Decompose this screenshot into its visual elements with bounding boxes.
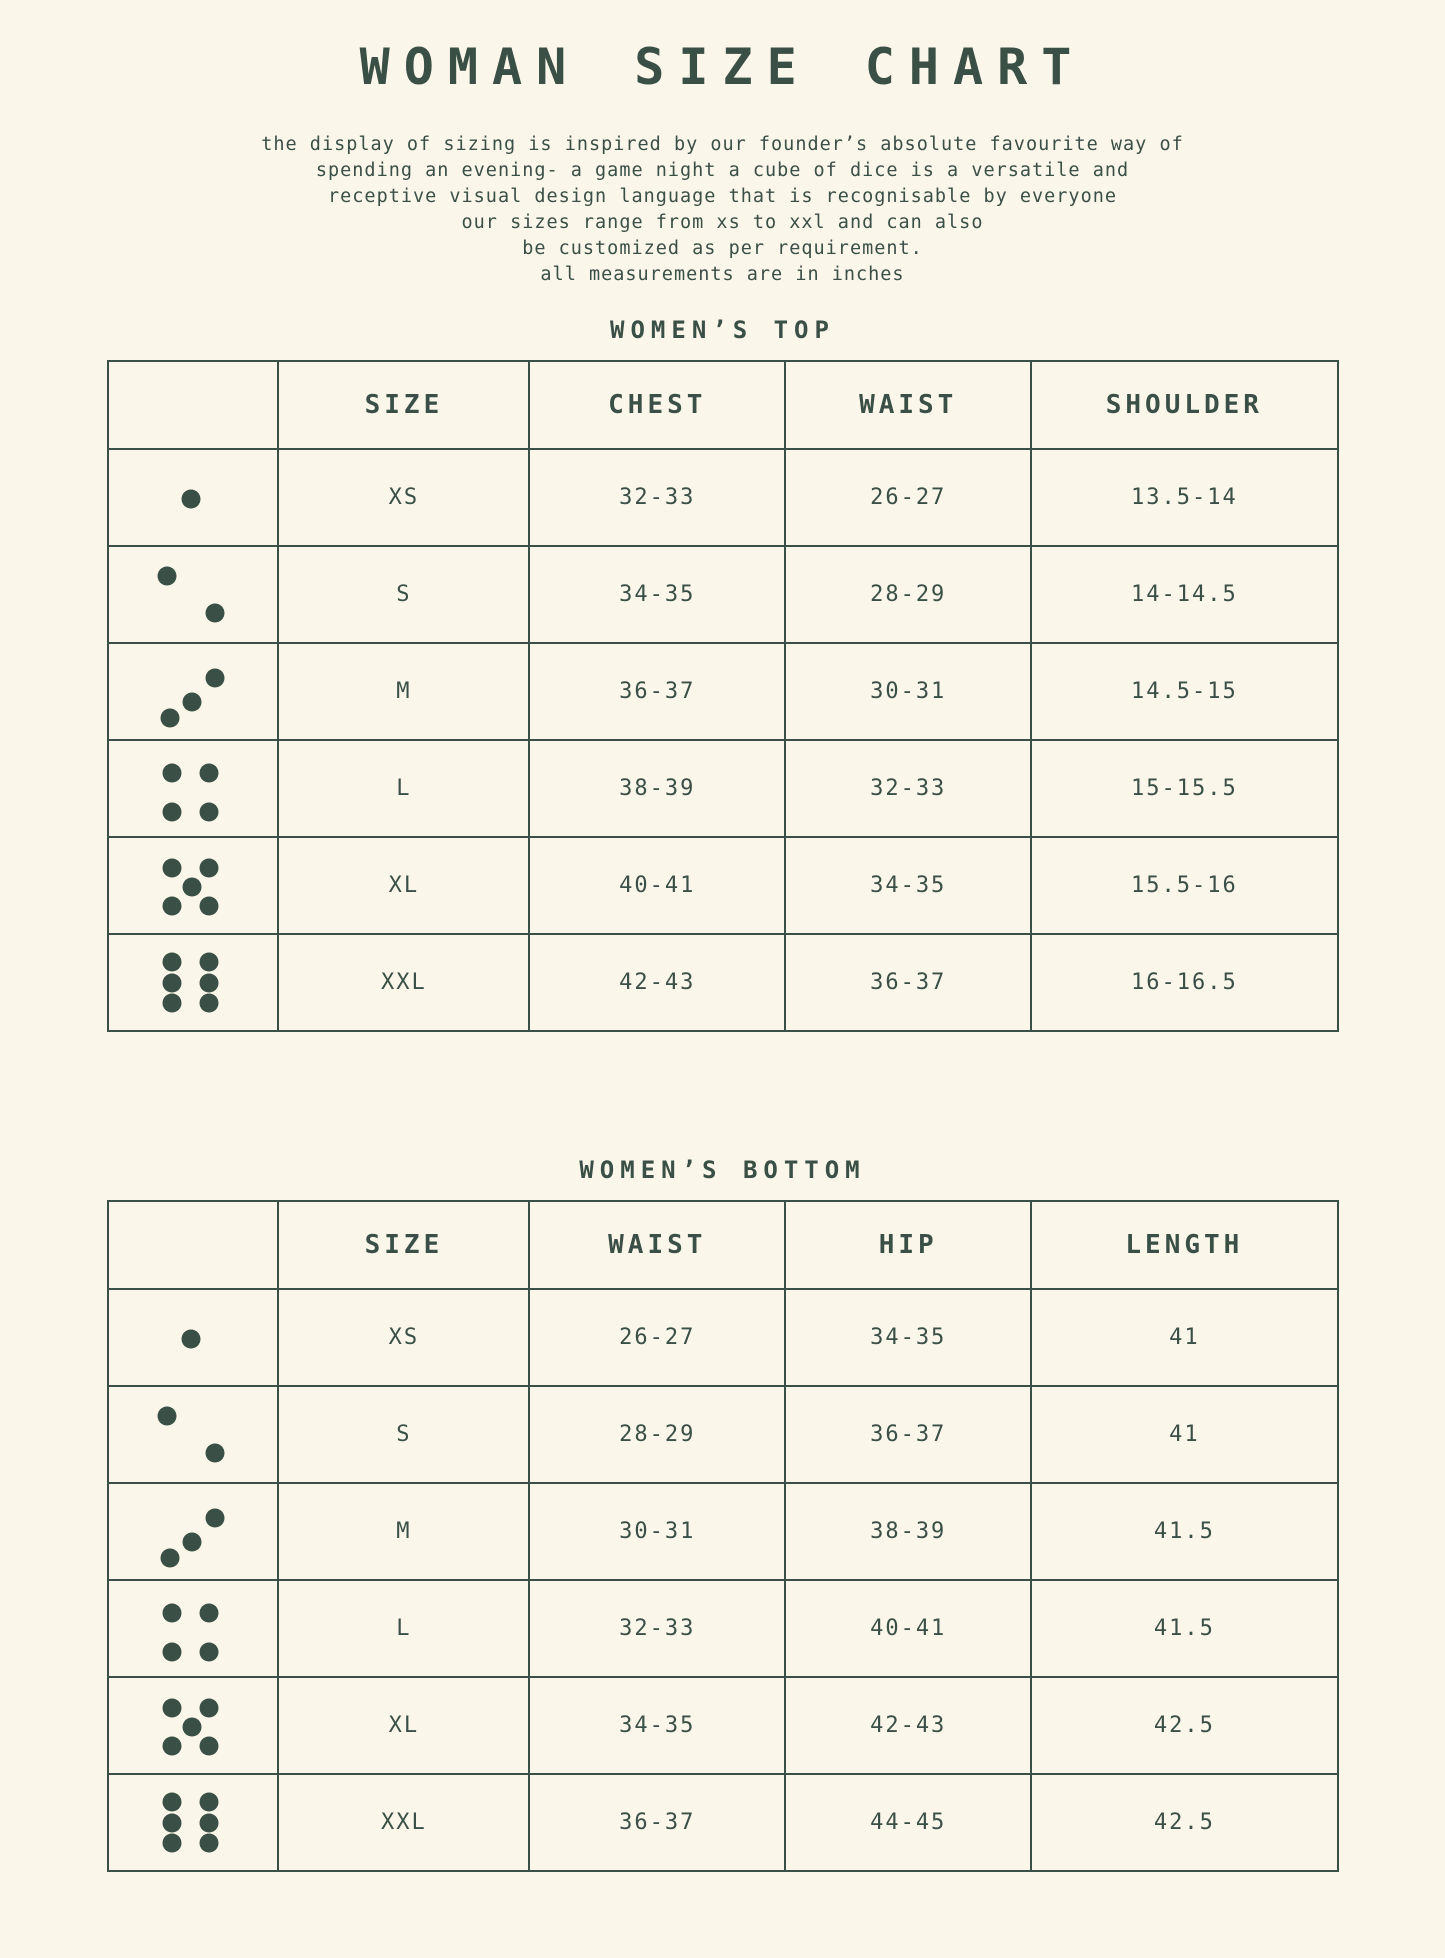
measurement-cell: 42.5 xyxy=(1031,1677,1337,1774)
measurement-cell: 32-33 xyxy=(785,740,1031,837)
size-cell: XXL xyxy=(278,934,529,1031)
size-cell: XS xyxy=(278,449,529,546)
column-header-waist: WAIST xyxy=(785,361,1031,449)
measurement-cell: 36-37 xyxy=(785,1386,1031,1483)
intro-line: our sizes range from xs to xxl and can also xyxy=(461,212,984,233)
measurement-cell: 15-15.5 xyxy=(1031,740,1337,837)
measurement-cell: 38-39 xyxy=(529,740,785,837)
size-cell: S xyxy=(278,1386,529,1483)
intro-line: spending an evening- a game night a cube of dice is a versatile and xyxy=(315,160,1130,181)
header-row xyxy=(108,1201,1338,1289)
dice-1-icon xyxy=(108,449,279,546)
table-row xyxy=(108,1483,1338,1580)
measurement-cell: 36-37 xyxy=(529,643,785,740)
column-header-length: LENGTH xyxy=(1031,1201,1337,1289)
dice-4-icon xyxy=(108,740,279,837)
womens-top-section xyxy=(0,316,1445,1032)
measurement-cell: 14-14.5 xyxy=(1031,546,1337,643)
womens-bottom-table xyxy=(107,1200,1339,1872)
measurement-cell: 32-33 xyxy=(529,1580,785,1677)
measurement-cell: 28-29 xyxy=(785,546,1031,643)
size-cell: L xyxy=(278,1580,529,1677)
measurement-cell: 44-45 xyxy=(785,1774,1031,1871)
dice-5-icon xyxy=(108,1677,279,1774)
size-cell: XXL xyxy=(278,1774,529,1871)
dice-3-icon xyxy=(108,643,279,740)
table-row xyxy=(108,546,1338,643)
intro-line: the display of sizing is inspired by our founder’s absolute favourite way of xyxy=(261,134,1184,155)
womens-top-heading: WOMEN’S TOP xyxy=(610,316,835,344)
intro-text xyxy=(0,132,1445,288)
size-cell: S xyxy=(278,546,529,643)
column-header-waist: WAIST xyxy=(529,1201,785,1289)
size-cell: XS xyxy=(278,1289,529,1386)
measurement-cell: 41.5 xyxy=(1031,1483,1337,1580)
column-header-hip: HIP xyxy=(785,1201,1031,1289)
table-row xyxy=(108,643,1338,740)
dice-6-icon xyxy=(108,934,279,1031)
womens-bottom-section xyxy=(0,1156,1445,1872)
measurement-cell: 42.5 xyxy=(1031,1774,1337,1871)
womens-top-table xyxy=(107,360,1339,1032)
measurement-cell: 36-37 xyxy=(529,1774,785,1871)
measurement-cell: 40-41 xyxy=(529,837,785,934)
size-cell: XL xyxy=(278,837,529,934)
page-title: WOMAN SIZE CHART xyxy=(359,38,1086,96)
measurement-cell: 16-16.5 xyxy=(1031,934,1337,1031)
measurement-cell: 28-29 xyxy=(529,1386,785,1483)
table-row xyxy=(108,1580,1338,1677)
table-row xyxy=(108,1774,1338,1871)
measurement-cell: 41 xyxy=(1031,1289,1337,1386)
table-row xyxy=(108,1289,1338,1386)
measurement-cell: 26-27 xyxy=(529,1289,785,1386)
intro-line: receptive visual design language that is recognisable by everyone xyxy=(328,186,1117,207)
header-row xyxy=(108,361,1338,449)
dice-1-icon xyxy=(108,1289,279,1386)
table-row xyxy=(108,740,1338,837)
size-cell: L xyxy=(278,740,529,837)
measurement-cell: 34-35 xyxy=(529,1677,785,1774)
measurement-cell: 30-31 xyxy=(785,643,1031,740)
column-header-size: SIZE xyxy=(278,1201,529,1289)
table-row xyxy=(108,934,1338,1031)
dice-3-icon xyxy=(108,1483,279,1580)
measurement-cell: 13.5-14 xyxy=(1031,449,1337,546)
measurement-cell: 34-35 xyxy=(785,837,1031,934)
table-row xyxy=(108,1677,1338,1774)
measurement-cell: 34-35 xyxy=(529,546,785,643)
measurement-cell: 40-41 xyxy=(785,1580,1031,1677)
size-cell: M xyxy=(278,1483,529,1580)
measurement-cell: 14.5-15 xyxy=(1031,643,1337,740)
dice-6-icon xyxy=(108,1774,279,1871)
intro-line: all measurements are in inches xyxy=(540,264,905,285)
column-header-shoulder: SHOULDER xyxy=(1031,361,1337,449)
dice-column-header xyxy=(108,361,279,449)
measurement-cell: 34-35 xyxy=(785,1289,1031,1386)
measurement-cell: 26-27 xyxy=(785,449,1031,546)
table-row xyxy=(108,1386,1338,1483)
table-row xyxy=(108,449,1338,546)
measurement-cell: 30-31 xyxy=(529,1483,785,1580)
measurement-cell: 36-37 xyxy=(785,934,1031,1031)
dice-column-header xyxy=(108,1201,279,1289)
measurement-cell: 42-43 xyxy=(529,934,785,1031)
measurement-cell: 41.5 xyxy=(1031,1580,1337,1677)
dice-2-icon xyxy=(108,546,279,643)
measurement-cell: 15.5-16 xyxy=(1031,837,1337,934)
dice-4-icon xyxy=(108,1580,279,1677)
size-cell: M xyxy=(278,643,529,740)
measurement-cell: 42-43 xyxy=(785,1677,1031,1774)
dice-5-icon xyxy=(108,837,279,934)
intro-line: be customized as per requirement. xyxy=(522,238,923,259)
measurement-cell: 38-39 xyxy=(785,1483,1031,1580)
dice-2-icon xyxy=(108,1386,279,1483)
size-cell: XL xyxy=(278,1677,529,1774)
column-header-size: SIZE xyxy=(278,361,529,449)
column-header-chest: CHEST xyxy=(529,361,785,449)
measurement-cell: 41 xyxy=(1031,1386,1337,1483)
measurement-cell: 32-33 xyxy=(529,449,785,546)
table-row xyxy=(108,837,1338,934)
womens-bottom-heading: WOMEN’S BOTTOM xyxy=(579,1156,866,1184)
